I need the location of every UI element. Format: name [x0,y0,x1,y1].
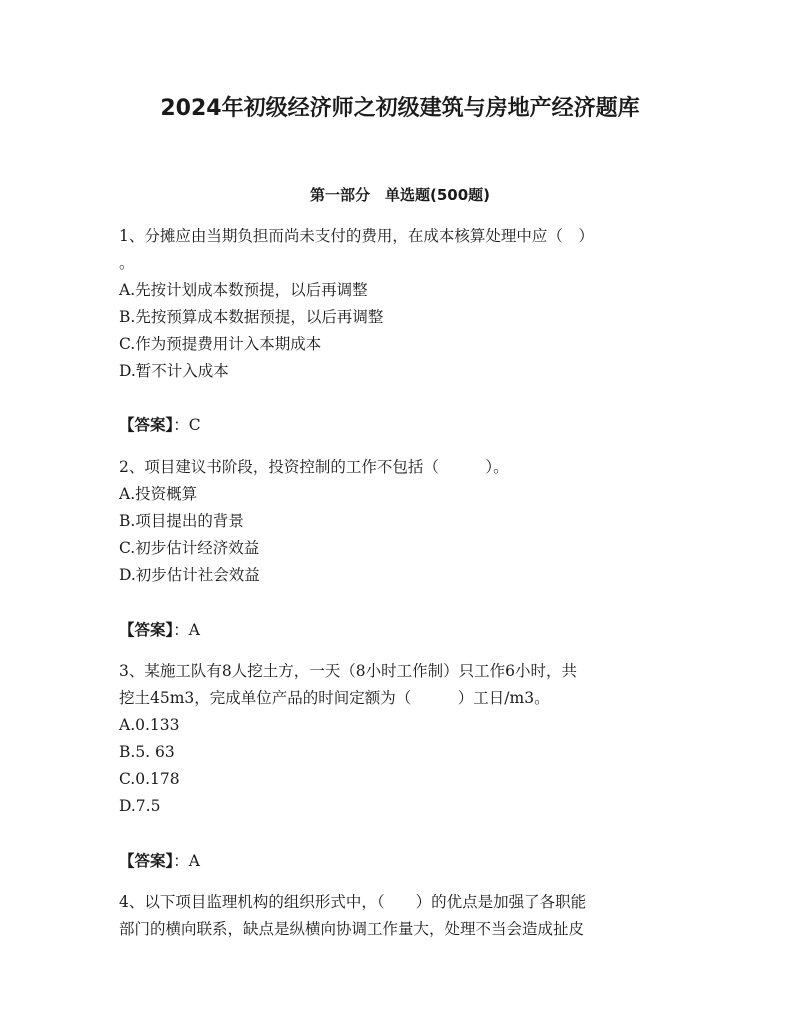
question-3-option-c: C.0.178 [119,770,180,788]
question-3-option-b: B.5. 63 [119,743,175,761]
question-2-option-a: A.投资概算 [119,485,198,503]
question-2-option-d: D.初步估计社会效益 [119,566,260,584]
question-4-stem-line-1: 4、以下项目监理机构的组织形式中，（ ）的优点是加强了各职能 [119,893,587,911]
document-title: 2024年初级经济师之初级建筑与房地产经济题库 [160,96,640,121]
section-title: 第一部分 单选题(500题) [309,186,491,204]
question-2-option-c: C.初步估计经济效益 [119,539,260,557]
question-1-stem-line-2: 。 [119,254,135,272]
question-3-answer [119,850,200,872]
answer-separator: ： [173,621,189,639]
answer-value: A [188,852,200,870]
answer-label: 【答案】 [119,621,174,639]
question-3-stem-line-2: 挖土45m3，完成单位产品的时间定额为（ ）工日/m3。 [119,689,550,707]
answer-separator: ： [173,852,189,870]
question-2-stem-line-1: 2、项目建议书阶段，投资控制的工作不包括（ ）。 [119,458,509,476]
question-1-option-d: D.暂不计入成本 [119,362,229,380]
question-1-option-a: A.先按计划成本数预提，以后再调整 [119,281,368,299]
question-3-option-d: D.7.5 [119,797,161,815]
question-1-option-c: C.作为预提费用计入本期成本 [119,335,322,353]
question-2-answer [119,619,200,641]
answer-separator: ： [173,416,189,434]
answer-value: A [188,621,200,639]
question-1-answer [119,414,201,436]
question-1-stem-line-1: 1、分摊应由当期负担而尚未支付的费用，在成本核算处理中应（ ） [119,227,594,245]
question-3-stem-line-1: 3、某施工队有8人挖土方，一天（8小时工作制）只工作6小时，共 [119,662,577,680]
question-4-stem-line-2: 部门的横向联系，缺点是纵横向协调工作量大，处理不当会造成扯皮 [119,920,585,938]
answer-value: C [188,416,201,434]
answer-label: 【答案】 [119,416,174,434]
answer-label: 【答案】 [119,852,174,870]
question-2-option-b: B.项目提出的背景 [119,512,244,530]
question-1-option-b: B.先按预算成本数据预提，以后再调整 [119,308,384,326]
question-3-option-a: A.0.133 [119,716,180,734]
